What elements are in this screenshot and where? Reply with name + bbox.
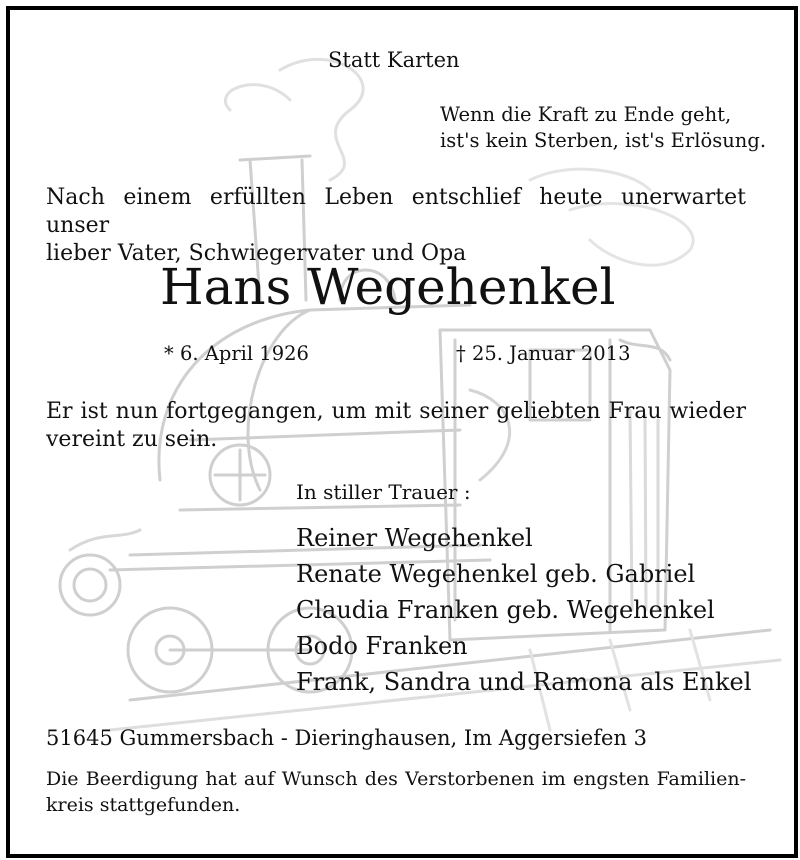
- burial-line: kreis stattgefunden.: [46, 794, 241, 816]
- burial-line: Die Beerdigung hat auf Wunsch des Verstorbenen im engsten Familien-: [46, 768, 746, 790]
- death-date: † 25. Januar 2013: [456, 342, 631, 365]
- motto-line: Wenn die Kraft zu Ende geht,: [440, 103, 732, 126]
- mourner-name: Frank, Sandra und Ramona als Enkel: [296, 668, 752, 696]
- burial-note: [46, 766, 746, 818]
- motto-line: ist's kein Sterben, ist's Erlösung.: [440, 129, 767, 152]
- message-text: [46, 398, 746, 454]
- intro-text: [46, 184, 746, 268]
- statt-karten-heading: Statt Karten: [328, 48, 460, 72]
- mourner-name: Bodo Franken: [296, 632, 468, 660]
- deceased-name: Hans Wegehenkel: [160, 258, 616, 316]
- motto-verse: [440, 102, 766, 154]
- mourning-heading: In stiller Trauer :: [296, 480, 471, 504]
- message-line: Er ist nun fortgegangen, um mit seiner geliebten Frau wieder: [46, 399, 746, 424]
- obituary-notice: [6, 6, 798, 858]
- mourner-list: [296, 520, 751, 700]
- address-line: 51645 Gummersbach - Dieringhausen, Im Aggersiefen 3: [46, 726, 647, 750]
- intro-line: lieber Vater, Schwiegervater und Opa: [46, 241, 467, 266]
- mourner-name: Reiner Wegehenkel: [296, 524, 533, 552]
- mourner-name: Renate Wegehenkel geb. Gabriel: [296, 560, 696, 588]
- intro-line: Nach einem erfüllten Leben entschlief heute unerwartet unser: [46, 185, 746, 238]
- mourner-name: Claudia Franken geb. Wegehenkel: [296, 596, 715, 624]
- message-line: vereint zu sein.: [46, 427, 218, 452]
- birth-date: * 6. April 1926: [164, 342, 309, 365]
